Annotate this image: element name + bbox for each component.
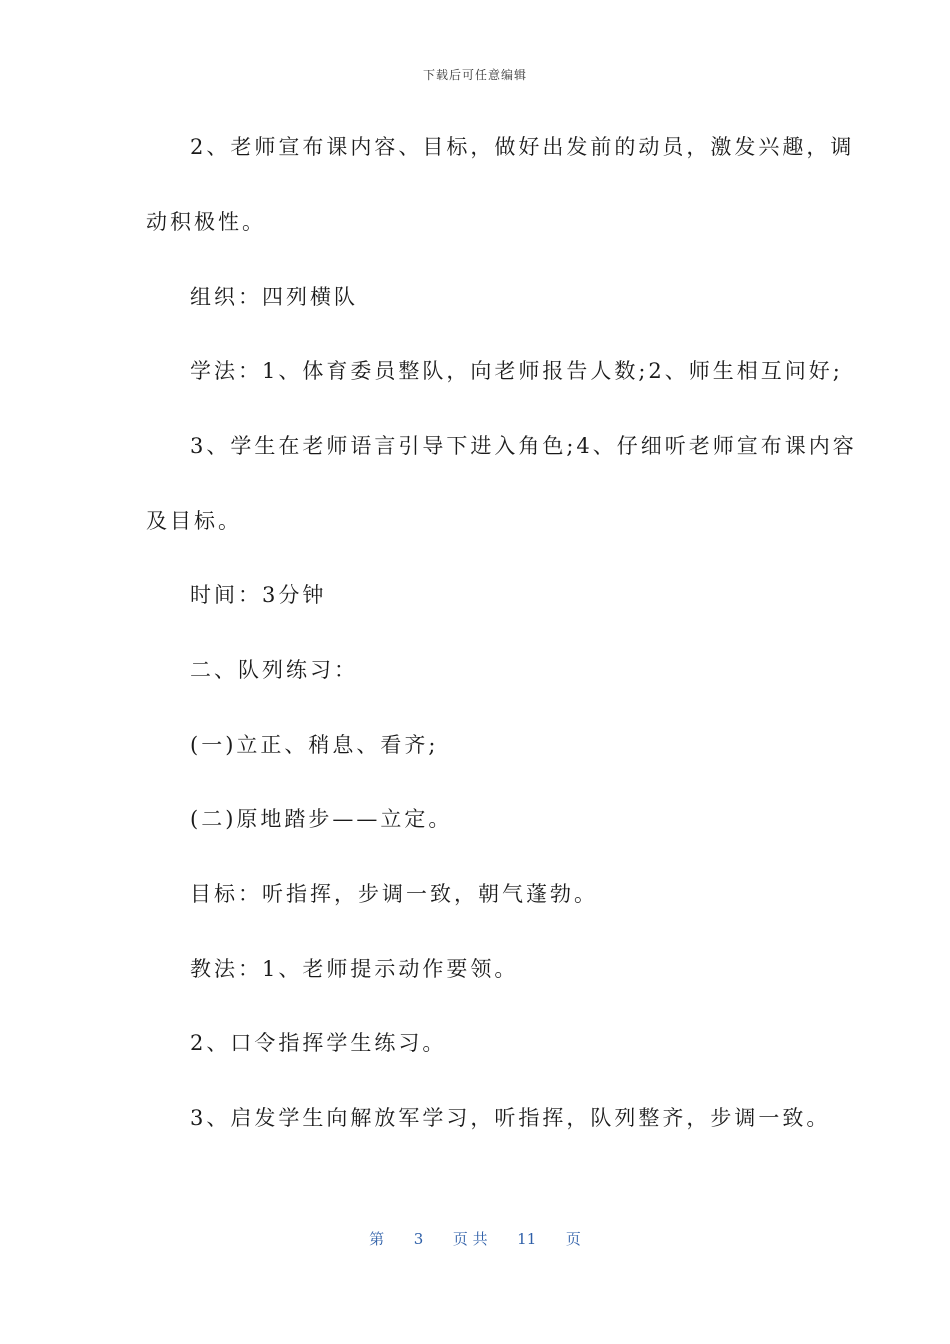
footer-label-end: 页: [565, 1230, 581, 1248]
footer-label-page: 第: [369, 1230, 385, 1248]
paragraph-line: 学法：1、体育委员整队，向老师报告人数;2、师生相互问好;: [190, 359, 843, 383]
footer-current-page: 3: [413, 1230, 424, 1248]
page-footer: [0, 1228, 950, 1249]
paragraph-line: 时间：3分钟: [190, 583, 327, 607]
page-header: 下载后可任意编辑: [422, 68, 527, 82]
paragraph-line: 2、口令指挥学生练习。: [190, 1031, 447, 1055]
paragraph-line: 教法：1、老师提示动作要领。: [190, 957, 519, 981]
paragraph-line: 动积极性。: [146, 210, 266, 234]
paragraph-line: 3、学生在老师语言引导下进入角色;4、仔细听老师宣布课内容: [190, 434, 857, 458]
paragraph-line: 组织：四列横队: [190, 285, 358, 309]
paragraph-line: 2、老师宣布课内容、目标，做好出发前的动员，激发兴趣，调: [190, 135, 855, 159]
paragraph-line: (一)立正、稍息、看齐;: [190, 733, 439, 757]
paragraph-line: 目标：听指挥，步调一致，朝气蓬勃。: [190, 882, 598, 906]
paragraph-line: (二)原地踏步——立定。: [190, 807, 453, 831]
section-heading: 二、队列练习：: [190, 658, 358, 682]
footer-total-pages: 11: [517, 1230, 537, 1248]
paragraph-line: 3、启发学生向解放军学习，听指挥，队列整齐，步调一致。: [190, 1106, 831, 1130]
paragraph-line: 及目标。: [146, 509, 242, 533]
footer-label-of: 页 共: [452, 1230, 488, 1248]
